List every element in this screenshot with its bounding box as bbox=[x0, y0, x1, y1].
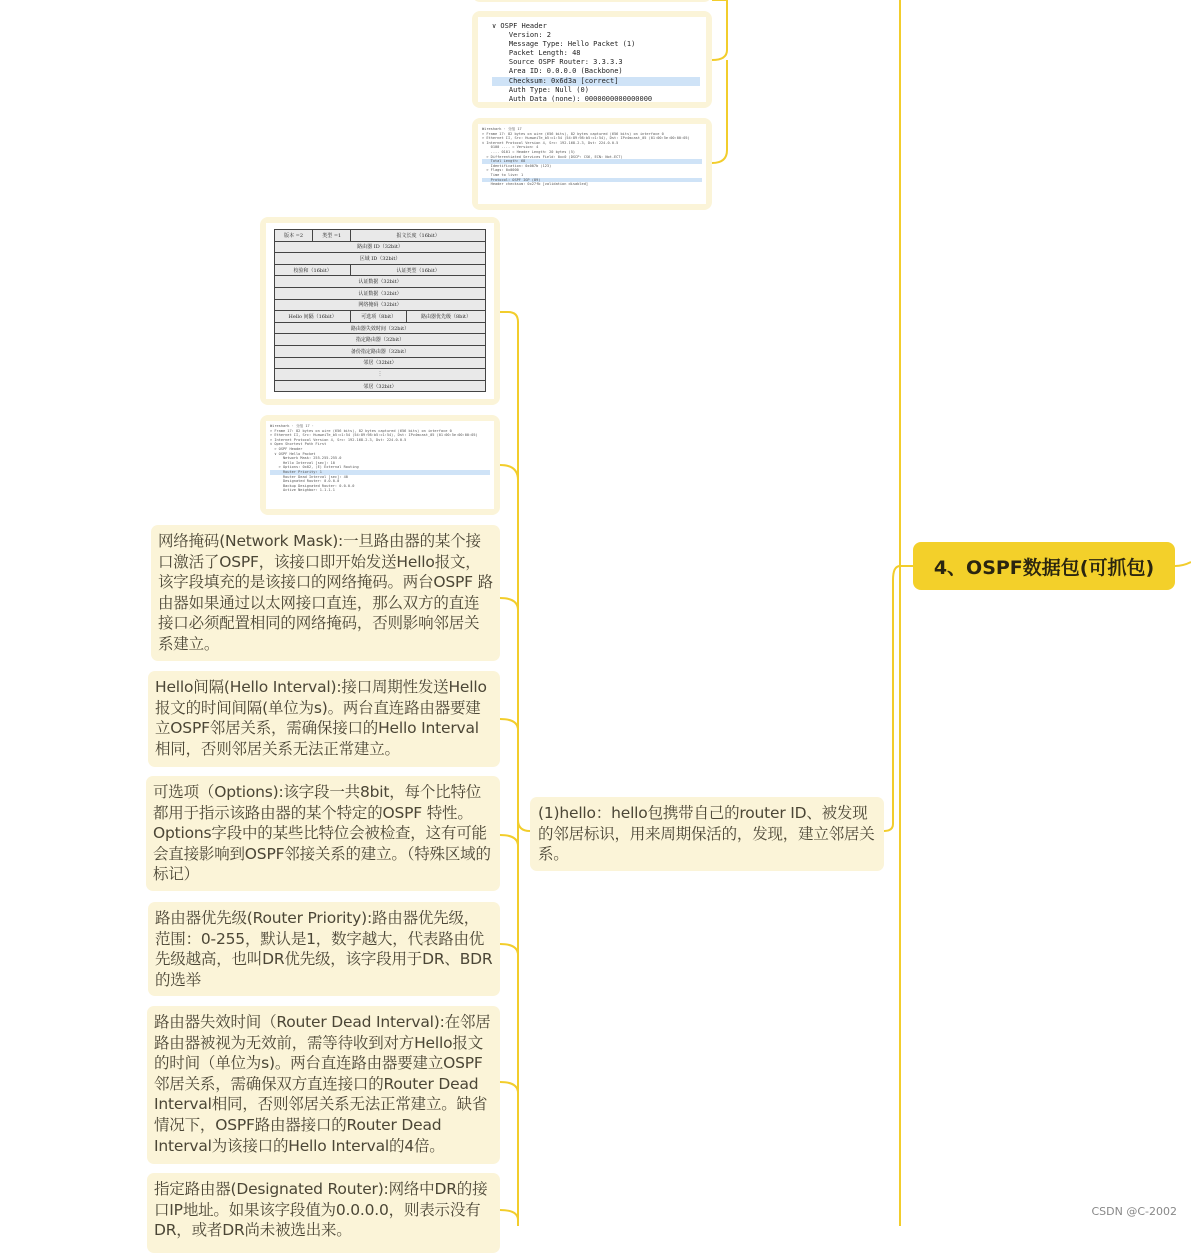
ospf-header-capture-node bbox=[472, 11, 712, 108]
ip-capture-line: Protocol: OSPF IGP (89) bbox=[482, 178, 702, 183]
hello-capture-line: ∨ Open Shortest Path First bbox=[270, 442, 327, 447]
format-cell: Hello 间隔（16bit） bbox=[275, 311, 351, 323]
format-cell: 路由器失效时间（32bit） bbox=[275, 322, 486, 334]
ospf-header-line: Auth Data (none): 0000000000000000 bbox=[492, 94, 653, 102]
hello-capture-line: ∨ OSPF Hello Packet bbox=[270, 451, 316, 456]
ip-capture-line: Total Length: 68 bbox=[482, 159, 702, 164]
format-cell: 路由器优先级（8bit） bbox=[407, 311, 486, 323]
format-cell: ⋮ bbox=[275, 369, 486, 381]
ospf-header-line: Area ID: 0.0.0.0 (Backbone) bbox=[492, 67, 623, 76]
router-priority-text: 路由器优先级(Router Priority):路由器优先级，范围：0-255，默认是1，数字越大，代表路由优先级越高，也叫DR优先级，该字段用于DR、BDR的选举 bbox=[155, 909, 493, 989]
hello-packet-node[interactable] bbox=[530, 797, 884, 871]
hello-capture-line: Designated Router: 0.0.0.0 bbox=[270, 479, 340, 484]
hello-capture-line: Hello Interval [sec]: 10 bbox=[270, 460, 335, 465]
options-node[interactable] bbox=[146, 776, 500, 891]
hello-interval-node[interactable] bbox=[148, 671, 500, 767]
network-mask-text: 网络掩码(Network Mask):一旦路由器的某个接口激活了OSPF，该接口即开始发送Hello报文，该字段填充的是该接口的网络掩码。两台OSPF 路由器如果通过以太网接口直连，那么双方的直连接口必须配置相同的网络掩码，否则影响邻居关系建立。 bbox=[158, 532, 493, 653]
ospf-header-line: Auth Type: Null (0) bbox=[492, 85, 589, 94]
ospf-header-line: Message Type: Hello Packet (1) bbox=[492, 40, 636, 49]
hello-format-diagram bbox=[266, 223, 494, 399]
ospf-header-capture bbox=[478, 17, 706, 102]
format-row bbox=[275, 345, 486, 357]
format-cell: 认证类型（16bit） bbox=[351, 264, 486, 276]
format-cell: 路由器 ID（32bit） bbox=[275, 241, 486, 253]
ip-capture-line: Header checksum: 0x27fb [validation disabled] bbox=[482, 182, 589, 187]
network-mask-node[interactable] bbox=[151, 525, 500, 661]
format-row bbox=[275, 264, 486, 276]
hello-capture-node bbox=[260, 415, 500, 515]
watermark: CSDN @C-2002 bbox=[1091, 1205, 1177, 1218]
hello-capture-line: > Internet Protocol Version 4, Src: 192.168.2.3, Dst: 224.0.0.5 bbox=[270, 437, 407, 442]
ip-capture-line: > Differentiated Services Field: 0xc0 (DSCP: CS6, ECN: Not-ECT) bbox=[482, 154, 623, 159]
ospf-header-line: Packet Length: 48 bbox=[492, 49, 581, 58]
format-cell: 类型 =1 bbox=[313, 230, 351, 242]
format-row bbox=[275, 334, 486, 346]
hello-capture-line: Router Dead Interval [sec]: 40 bbox=[270, 474, 348, 479]
format-cell: 网络掩码（32bit） bbox=[275, 299, 486, 311]
ip-capture-line: Identification: 0x007b (123) bbox=[482, 163, 552, 168]
format-row bbox=[275, 380, 486, 392]
ospf-header-line: ∨ OSPF Header bbox=[492, 22, 547, 30]
ospf-header-line: Source OSPF Router: 3.3.3.3 bbox=[492, 58, 623, 67]
format-row bbox=[275, 369, 486, 381]
ospf-packets-root-node[interactable] bbox=[913, 542, 1175, 590]
ip-capture-node bbox=[472, 118, 712, 210]
format-row bbox=[275, 230, 486, 242]
format-row bbox=[275, 299, 486, 311]
format-cell: 可选项（8bit） bbox=[351, 311, 407, 323]
hello-capture-line: Active Neighbor: 1.1.1.1 bbox=[270, 488, 335, 493]
format-cell: 校验和（16bit） bbox=[275, 264, 351, 276]
format-row bbox=[275, 322, 486, 334]
ip-capture-line: Time to live: 1 bbox=[482, 172, 524, 177]
format-cell: 认证数据（32bit） bbox=[275, 287, 486, 299]
hello-interval-text: Hello间隔(Hello Interval):接口周期性发送Hello报文的时间间隔(单位为s)。两台直连路由器要建立OSPF邻居关系，需确保接口的Hello Interval相同，否则邻居关系无法正常建立。 bbox=[155, 678, 487, 758]
format-cell: 认证数据（32bit） bbox=[275, 276, 486, 288]
designated-router-text: 指定路由器(Designated Router):网络中DR的接口IP地址。如果该字段值为0.0.0.0，则表示没有DR，或者DR尚未被选出来。 bbox=[154, 1180, 488, 1240]
hello-format-table bbox=[274, 229, 486, 392]
ip-capture-line: 0100 .... = Version: 4 bbox=[482, 145, 539, 150]
ip-capture-line: > Frame 17: 82 bytes on wire (656 bits), 82 bytes captured (656 bits) on interface 0 bbox=[482, 131, 664, 136]
previous-capture-node bbox=[472, 0, 712, 2]
format-cell: 邻居（32bit） bbox=[275, 357, 486, 369]
hello-capture bbox=[266, 421, 494, 509]
hello-capture-line: > Ethernet II, Src: HuaweiTe_b5:c1:54 (54:89:98:b5:c1:54), Dst: IPv4mcast_05 (01:00:5e:00:00:05) bbox=[270, 433, 478, 438]
format-row bbox=[275, 276, 486, 288]
ip-capture-line: Wireshark · 分组 17 bbox=[482, 127, 522, 131]
format-cell: 区域 ID（32bit） bbox=[275, 253, 486, 265]
hello-capture-line: Backup Designated Router: 0.0.0.0 bbox=[270, 483, 355, 488]
ip-capture bbox=[478, 124, 706, 204]
format-row bbox=[275, 287, 486, 299]
hello-capture-line: Router Priority: 1 bbox=[270, 470, 490, 475]
hello-capture-line: Network Mask: 255.255.255.0 bbox=[270, 456, 342, 461]
hello-capture-line: Wireshark · 分组 17 · bbox=[270, 424, 314, 428]
format-cell: 备份指定路由器（32bit） bbox=[275, 345, 486, 357]
root-label: 4、OSPF数据包(可抓包) bbox=[933, 556, 1155, 579]
format-row bbox=[275, 241, 486, 253]
ospf-header-line: Checksum: 0x6d3a [correct] bbox=[492, 77, 700, 86]
hello-capture-line: > Options: 0x02, (E) External Routing bbox=[270, 465, 359, 470]
options-text: 可选项（Options):该字段一共8bit，每个比特位都用于指示该路由器的某个特定的OSPF 特性。Options字段中的某些比特位会被检查，这有可能会直接影响到OSPF邻接关系的建立。（特殊区域的标记） bbox=[153, 783, 491, 884]
router-dead-interval-text: 路由器失效时间（Router Dead Interval):在邻居路由器被视为无效前，需等待收到对方Hello报文的时间（单位为s)。两台直连路由器要建立OSPF 邻居关系，需确保双方直连接口的Router Dead Interval相同，否则邻居关系无法正常建立。缺省情况下，OSPF路由器接口的Router Dead Interval为该接口的Hello Interval的4倍。 bbox=[154, 1013, 491, 1155]
ip-capture-line: .... 0101 = Header Length: 20 bytes (5) bbox=[482, 149, 576, 154]
hello-capture-line: > Frame 17: 82 bytes on wire (656 bits), 82 bytes captured (656 bits) on interface 0 bbox=[270, 428, 452, 433]
router-priority-node[interactable] bbox=[148, 902, 500, 996]
router-dead-interval-node[interactable] bbox=[147, 1006, 500, 1164]
format-cell: 指定路由器（32bit） bbox=[275, 334, 486, 346]
ip-capture-line: > Ethernet II, Src: HuaweiTe_b5:c1:54 (54:89:98:b5:c1:54), Dst: IPv4mcast_05 (01:00:5e:00:00:05) bbox=[482, 136, 690, 141]
format-row bbox=[275, 357, 486, 369]
ospf-header-line: Version: 2 bbox=[492, 31, 552, 40]
format-cell: 邻居（32bit） bbox=[275, 380, 486, 392]
hello-capture-line: > OSPF Header bbox=[270, 446, 303, 451]
ip-capture-line: ∨ Internet Protocol Version 4, Src: 192.168.2.3, Dst: 224.0.0.5 bbox=[482, 140, 619, 145]
format-cell: 版本 =2 bbox=[275, 230, 313, 242]
hello-format-node bbox=[260, 217, 500, 405]
format-row bbox=[275, 311, 486, 323]
designated-router-node[interactable] bbox=[147, 1173, 500, 1253]
format-row bbox=[275, 253, 486, 265]
format-cell: 报文长度（16bit） bbox=[351, 230, 486, 242]
hello-packet-text: (1)hello：hello包携带自己的router ID、被发现的邻居标识，用来周期保活的，发现，建立邻居关系。 bbox=[538, 804, 875, 864]
ip-capture-line: > Flags: 0x0000 bbox=[482, 168, 519, 173]
